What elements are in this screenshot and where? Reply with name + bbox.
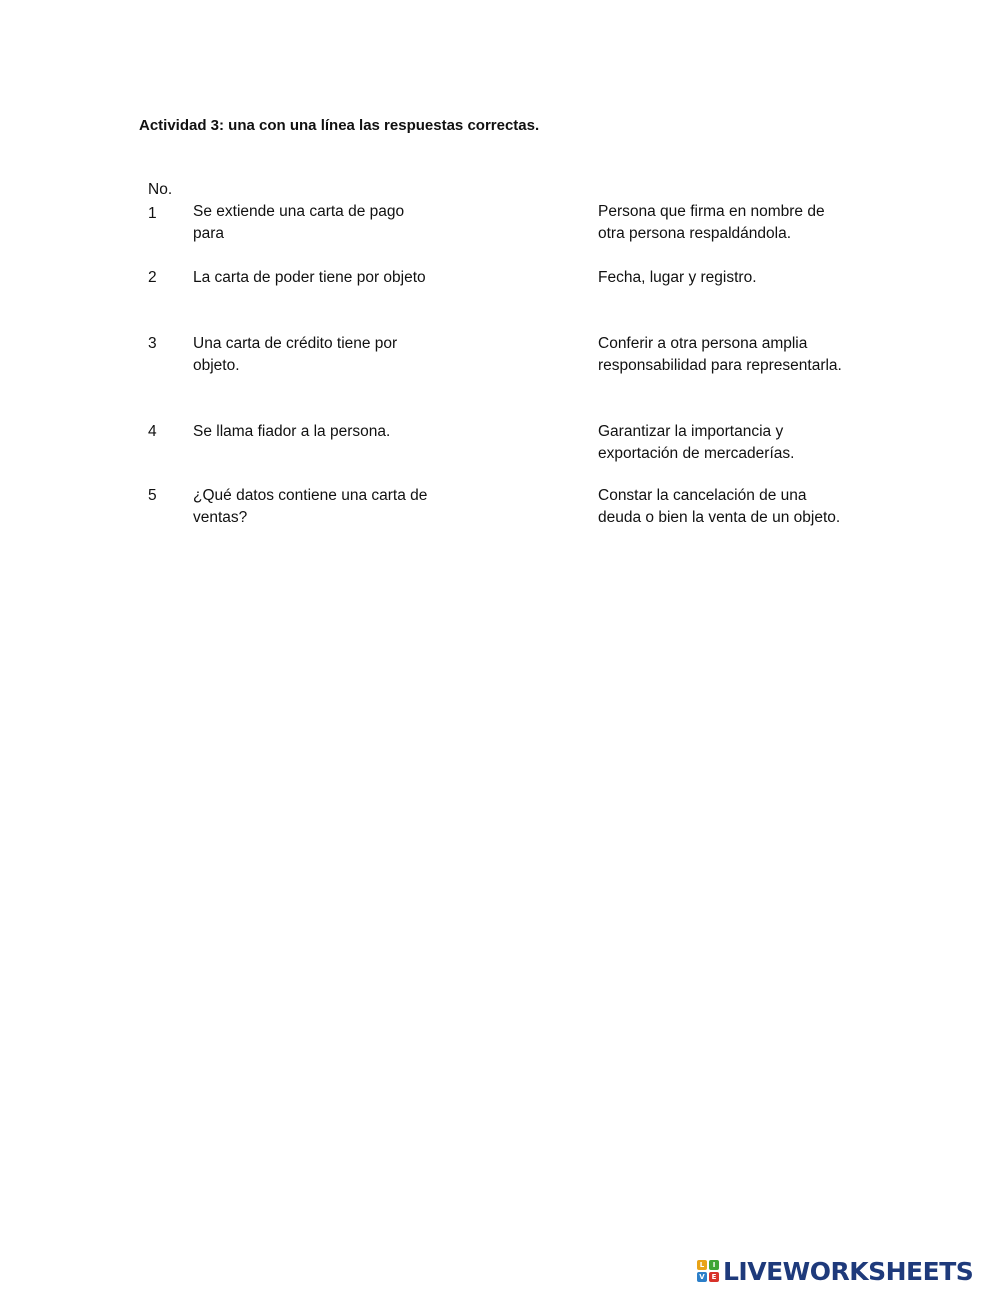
row-number: 5	[148, 487, 157, 504]
question-text: La carta de poder tiene por objeto	[193, 269, 426, 286]
question-text: Se llama fiador a la persona.	[193, 423, 391, 440]
liveworksheets-logo	[697, 1257, 973, 1285]
logo-blocks-icon	[697, 1260, 719, 1282]
row-number: 1	[148, 205, 157, 222]
logo-block-l: L	[697, 1260, 707, 1270]
logo-block-v: V	[697, 1272, 707, 1282]
row-number: 4	[148, 423, 157, 440]
question-text: ¿Qué datos contiene una carta de ventas?	[193, 487, 428, 526]
row-number: 3	[148, 335, 157, 352]
number-column-header: No.	[148, 181, 173, 198]
answer-text: Conferir a otra persona amplia responsabilidad para representarla.	[598, 335, 842, 374]
question-text: Se extiende una carta de pago para	[193, 203, 405, 242]
logo-text: LIVEWORKSHEETS	[723, 1256, 974, 1286]
row-number: 2	[148, 269, 157, 286]
answer-text: Constar la cancelación de una deuda o bien la venta de un objeto.	[598, 487, 841, 526]
question-text: Una carta de crédito tiene por objeto.	[193, 335, 398, 374]
answer-text: Persona que firma en nombre de otra persona respaldándola.	[598, 203, 825, 242]
logo-block-i: I	[709, 1260, 719, 1270]
answer-text: Fecha, lugar y registro.	[598, 269, 757, 286]
answer-text: Garantizar la importancia y exportación de mercaderías.	[598, 423, 795, 462]
logo-block-e: E	[709, 1272, 719, 1282]
activity-title: Actividad 3: una con una línea las respuestas correctas.	[139, 117, 540, 134]
